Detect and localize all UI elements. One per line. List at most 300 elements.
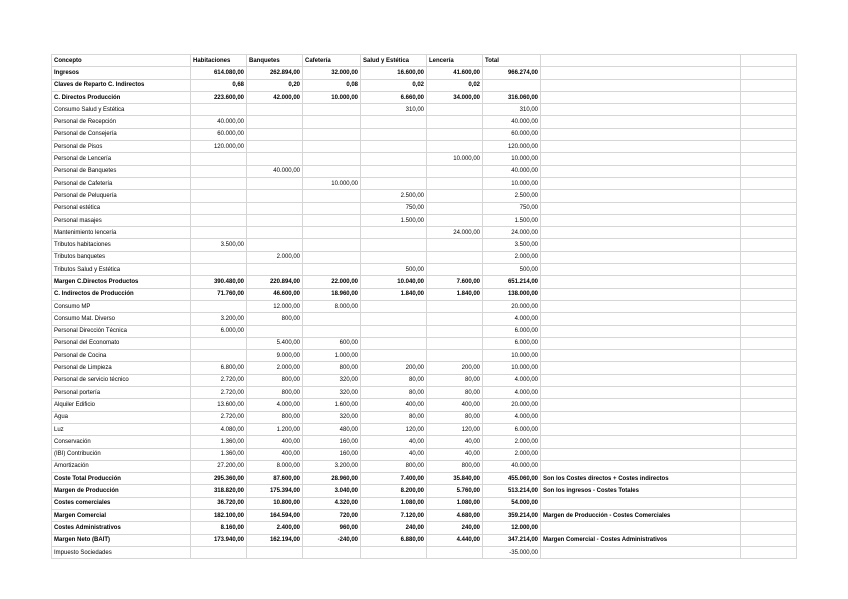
row-label-cell[interactable]: (IBI) Contribución	[52, 448, 191, 460]
value-cell[interactable]	[741, 79, 797, 91]
value-cell[interactable]	[191, 165, 247, 177]
value-cell[interactable]: 10.000,00	[427, 153, 483, 165]
value-cell[interactable]: 8.160,00	[191, 522, 247, 534]
value-cell[interactable]: 1.080,00	[361, 497, 427, 509]
value-cell[interactable]: 4.000,00	[483, 387, 541, 399]
row-label-cell[interactable]: Tributos banquetes	[52, 251, 191, 263]
value-cell[interactable]: 651.214,00	[483, 276, 541, 288]
value-cell[interactable]	[427, 165, 483, 177]
value-cell[interactable]: 182.100,00	[191, 509, 247, 521]
value-cell[interactable]: 6.660,00	[361, 91, 427, 103]
value-cell[interactable]: 6.000,00	[483, 325, 541, 337]
value-cell[interactable]	[247, 104, 303, 116]
row-label-cell[interactable]: Personal de Lencería	[52, 153, 191, 165]
value-cell[interactable]	[191, 337, 247, 349]
value-cell[interactable]: 7.400,00	[361, 473, 427, 485]
value-cell[interactable]	[741, 362, 797, 374]
value-cell[interactable]	[191, 214, 247, 226]
value-cell[interactable]: 800,00	[427, 460, 483, 472]
row-label-cell[interactable]: Ingresos	[52, 67, 191, 79]
value-cell[interactable]	[303, 141, 361, 153]
value-cell[interactable]: 1.600,00	[303, 399, 361, 411]
value-cell[interactable]: 8.000,00	[303, 300, 361, 312]
value-cell[interactable]: 120,00	[427, 423, 483, 435]
value-cell[interactable]	[741, 350, 797, 362]
value-cell[interactable]: 400,00	[247, 436, 303, 448]
value-cell[interactable]: 800,00	[361, 460, 427, 472]
value-cell[interactable]: 316.060,00	[483, 91, 541, 103]
value-cell[interactable]: 320,00	[303, 374, 361, 386]
value-cell[interactable]	[427, 251, 483, 263]
value-cell[interactable]: 614.080,00	[191, 67, 247, 79]
value-cell[interactable]: 54.000,00	[483, 497, 541, 509]
value-cell[interactable]: 1.840,00	[361, 288, 427, 300]
value-cell[interactable]: -35.000,00	[483, 546, 541, 558]
value-cell[interactable]: 12.000,00	[483, 522, 541, 534]
value-cell[interactable]	[191, 177, 247, 189]
note-cell[interactable]	[541, 288, 741, 300]
value-cell[interactable]: 10.000,00	[483, 177, 541, 189]
note-cell[interactable]	[541, 362, 741, 374]
empty-cell[interactable]	[741, 55, 797, 67]
row-label-cell[interactable]: C. Indirectos de Producción	[52, 288, 191, 300]
value-cell[interactable]: 240,00	[361, 522, 427, 534]
value-cell[interactable]	[427, 350, 483, 362]
note-cell[interactable]	[541, 436, 741, 448]
column-header[interactable]: Lencería	[427, 55, 483, 67]
note-cell[interactable]	[541, 423, 741, 435]
value-cell[interactable]: 1.200,00	[247, 423, 303, 435]
value-cell[interactable]	[741, 239, 797, 251]
value-cell[interactable]	[741, 522, 797, 534]
value-cell[interactable]	[741, 288, 797, 300]
value-cell[interactable]: 2.400,00	[247, 522, 303, 534]
value-cell[interactable]	[361, 325, 427, 337]
value-cell[interactable]	[741, 325, 797, 337]
value-cell[interactable]	[427, 264, 483, 276]
note-cell[interactable]	[541, 202, 741, 214]
row-label-cell[interactable]: Agua	[52, 411, 191, 423]
value-cell[interactable]: 4.080,00	[191, 423, 247, 435]
value-cell[interactable]	[741, 67, 797, 79]
value-cell[interactable]: 4.680,00	[427, 509, 483, 521]
value-cell[interactable]: 240,00	[427, 522, 483, 534]
value-cell[interactable]	[741, 337, 797, 349]
note-cell[interactable]	[541, 325, 741, 337]
note-cell[interactable]	[541, 153, 741, 165]
value-cell[interactable]: 223.600,00	[191, 91, 247, 103]
value-cell[interactable]: 200,00	[361, 362, 427, 374]
note-cell[interactable]	[541, 116, 741, 128]
note-cell[interactable]	[541, 546, 741, 558]
value-cell[interactable]: 10.000,00	[303, 177, 361, 189]
note-cell[interactable]: Margen Comercial - Costes Administrativos	[541, 534, 741, 546]
value-cell[interactable]: 41.600,00	[427, 67, 483, 79]
row-label-cell[interactable]: Mantenimiento lencería	[52, 227, 191, 239]
value-cell[interactable]: 10.000,00	[483, 350, 541, 362]
value-cell[interactable]: 160,00	[303, 436, 361, 448]
value-cell[interactable]	[361, 313, 427, 325]
value-cell[interactable]: 359.214,00	[483, 509, 541, 521]
value-cell[interactable]	[303, 227, 361, 239]
row-label-cell[interactable]: Personal de Cocina	[52, 350, 191, 362]
value-cell[interactable]	[247, 177, 303, 189]
value-cell[interactable]: 513.214,00	[483, 485, 541, 497]
value-cell[interactable]: 120.000,00	[191, 141, 247, 153]
note-cell[interactable]	[541, 448, 741, 460]
value-cell[interactable]: 2.000,00	[247, 362, 303, 374]
note-cell[interactable]	[541, 374, 741, 386]
value-cell[interactable]	[303, 313, 361, 325]
value-cell[interactable]	[303, 325, 361, 337]
row-label-cell[interactable]: Tributos habitaciones	[52, 239, 191, 251]
value-cell[interactable]	[741, 251, 797, 263]
value-cell[interactable]: 310,00	[483, 104, 541, 116]
value-cell[interactable]	[247, 214, 303, 226]
note-cell[interactable]	[541, 239, 741, 251]
value-cell[interactable]	[427, 313, 483, 325]
value-cell[interactable]: 0,02	[361, 79, 427, 91]
value-cell[interactable]: 20.000,00	[483, 399, 541, 411]
value-cell[interactable]	[741, 141, 797, 153]
value-cell[interactable]: 2.000,00	[483, 436, 541, 448]
value-cell[interactable]	[741, 128, 797, 140]
value-cell[interactable]: 160,00	[303, 448, 361, 460]
row-label-cell[interactable]: C. Directos Producción	[52, 91, 191, 103]
row-label-cell[interactable]: Personal masajes	[52, 214, 191, 226]
value-cell[interactable]: 5.760,00	[427, 485, 483, 497]
value-cell[interactable]	[303, 153, 361, 165]
value-cell[interactable]: 1.840,00	[427, 288, 483, 300]
row-label-cell[interactable]: Personal portería	[52, 387, 191, 399]
value-cell[interactable]	[741, 473, 797, 485]
value-cell[interactable]: 600,00	[303, 337, 361, 349]
value-cell[interactable]: 10.000,00	[483, 362, 541, 374]
value-cell[interactable]	[427, 202, 483, 214]
row-label-cell[interactable]: Consumo MP	[52, 300, 191, 312]
value-cell[interactable]: 3.500,00	[191, 239, 247, 251]
row-label-cell[interactable]: Impuesto Sociedades	[52, 546, 191, 558]
value-cell[interactable]	[741, 423, 797, 435]
value-cell[interactable]	[427, 239, 483, 251]
value-cell[interactable]: 4.320,00	[303, 497, 361, 509]
value-cell[interactable]	[303, 128, 361, 140]
value-cell[interactable]	[427, 190, 483, 202]
note-cell[interactable]	[541, 67, 741, 79]
value-cell[interactable]: 2.500,00	[483, 190, 541, 202]
value-cell[interactable]	[741, 411, 797, 423]
row-label-cell[interactable]: Margen de Producción	[52, 485, 191, 497]
value-cell[interactable]: 347.214,00	[483, 534, 541, 546]
value-cell[interactable]	[741, 202, 797, 214]
value-cell[interactable]	[361, 239, 427, 251]
value-cell[interactable]: 0,68	[191, 79, 247, 91]
value-cell[interactable]: 0,08	[303, 79, 361, 91]
value-cell[interactable]	[191, 202, 247, 214]
value-cell[interactable]: 320,00	[303, 387, 361, 399]
value-cell[interactable]: 3.200,00	[191, 313, 247, 325]
value-cell[interactable]: 966.274,00	[483, 67, 541, 79]
value-cell[interactable]: 1.360,00	[191, 448, 247, 460]
value-cell[interactable]: 6.000,00	[483, 423, 541, 435]
value-cell[interactable]	[741, 264, 797, 276]
note-cell[interactable]	[541, 190, 741, 202]
value-cell[interactable]	[303, 239, 361, 251]
value-cell[interactable]: 34.000,00	[427, 91, 483, 103]
value-cell[interactable]: 80,00	[427, 374, 483, 386]
note-cell[interactable]	[541, 91, 741, 103]
value-cell[interactable]: 87.600,00	[247, 473, 303, 485]
value-cell[interactable]: 4.000,00	[247, 399, 303, 411]
value-cell[interactable]	[303, 251, 361, 263]
value-cell[interactable]: 10.000,00	[483, 153, 541, 165]
value-cell[interactable]: 500,00	[361, 264, 427, 276]
value-cell[interactable]	[361, 546, 427, 558]
value-cell[interactable]	[741, 497, 797, 509]
value-cell[interactable]: 318.820,00	[191, 485, 247, 497]
value-cell[interactable]	[247, 116, 303, 128]
value-cell[interactable]	[741, 448, 797, 460]
value-cell[interactable]: 162.194,00	[247, 534, 303, 546]
value-cell[interactable]: 164.594,00	[247, 509, 303, 521]
note-cell[interactable]	[541, 460, 741, 472]
value-cell[interactable]: 120.000,00	[483, 141, 541, 153]
value-cell[interactable]	[247, 153, 303, 165]
note-cell[interactable]	[541, 300, 741, 312]
row-label-cell[interactable]: Margen Neto (BAIT)	[52, 534, 191, 546]
value-cell[interactable]: 3.500,00	[483, 239, 541, 251]
value-cell[interactable]	[361, 153, 427, 165]
value-cell[interactable]: 200,00	[427, 362, 483, 374]
value-cell[interactable]: 220.894,00	[247, 276, 303, 288]
value-cell[interactable]: 7.120,00	[361, 509, 427, 521]
row-label-cell[interactable]: Alquiler Edificio	[52, 399, 191, 411]
column-header[interactable]: Concepto	[52, 55, 191, 67]
value-cell[interactable]	[741, 399, 797, 411]
value-cell[interactable]	[361, 300, 427, 312]
column-header[interactable]: Salud y Estética	[361, 55, 427, 67]
value-cell[interactable]: 800,00	[303, 362, 361, 374]
value-cell[interactable]: 800,00	[247, 411, 303, 423]
value-cell[interactable]: 750,00	[483, 202, 541, 214]
value-cell[interactable]	[361, 177, 427, 189]
value-cell[interactable]: 175.394,00	[247, 485, 303, 497]
value-cell[interactable]: 7.600,00	[427, 276, 483, 288]
value-cell[interactable]: 20.000,00	[483, 300, 541, 312]
note-cell[interactable]	[541, 214, 741, 226]
value-cell[interactable]: 2.720,00	[191, 411, 247, 423]
value-cell[interactable]	[247, 141, 303, 153]
value-cell[interactable]: 2.720,00	[191, 387, 247, 399]
value-cell[interactable]: 8.000,00	[247, 460, 303, 472]
value-cell[interactable]: 40,00	[427, 436, 483, 448]
value-cell[interactable]	[427, 104, 483, 116]
value-cell[interactable]: 40.000,00	[483, 165, 541, 177]
value-cell[interactable]: 24.000,00	[427, 227, 483, 239]
value-cell[interactable]: 13.600,00	[191, 399, 247, 411]
note-cell[interactable]	[541, 128, 741, 140]
value-cell[interactable]: 40,00	[361, 448, 427, 460]
note-cell[interactable]	[541, 165, 741, 177]
value-cell[interactable]: 0,02	[427, 79, 483, 91]
value-cell[interactable]	[427, 214, 483, 226]
value-cell[interactable]	[361, 128, 427, 140]
value-cell[interactable]: 80,00	[361, 387, 427, 399]
value-cell[interactable]	[247, 239, 303, 251]
value-cell[interactable]	[303, 190, 361, 202]
value-cell[interactable]	[247, 128, 303, 140]
row-label-cell[interactable]: Personal de Pisos	[52, 141, 191, 153]
value-cell[interactable]	[427, 141, 483, 153]
row-label-cell[interactable]: Tributos Salud y Estética	[52, 264, 191, 276]
value-cell[interactable]: 720,00	[303, 509, 361, 521]
value-cell[interactable]: 800,00	[247, 387, 303, 399]
note-cell[interactable]	[541, 276, 741, 288]
value-cell[interactable]: 4.000,00	[483, 411, 541, 423]
value-cell[interactable]: 400,00	[361, 399, 427, 411]
note-cell[interactable]: Son los ingresos - Costes Totales	[541, 485, 741, 497]
value-cell[interactable]	[741, 91, 797, 103]
value-cell[interactable]: 173.940,00	[191, 534, 247, 546]
note-cell[interactable]	[541, 177, 741, 189]
value-cell[interactable]	[191, 104, 247, 116]
value-cell[interactable]: 455.060,00	[483, 473, 541, 485]
value-cell[interactable]	[303, 214, 361, 226]
value-cell[interactable]: 4.000,00	[483, 374, 541, 386]
value-cell[interactable]	[741, 300, 797, 312]
empty-cell[interactable]	[541, 55, 741, 67]
value-cell[interactable]: 1.360,00	[191, 436, 247, 448]
value-cell[interactable]: 2.000,00	[483, 448, 541, 460]
value-cell[interactable]: 0,20	[247, 79, 303, 91]
value-cell[interactable]	[247, 227, 303, 239]
column-header[interactable]: Cafetería	[303, 55, 361, 67]
row-label-cell[interactable]: Costes Administrativos	[52, 522, 191, 534]
value-cell[interactable]: 60.000,00	[483, 128, 541, 140]
value-cell[interactable]: 10.040,00	[361, 276, 427, 288]
value-cell[interactable]	[741, 460, 797, 472]
note-cell[interactable]	[541, 141, 741, 153]
value-cell[interactable]: 46.600,00	[247, 288, 303, 300]
note-cell[interactable]: Son los Costes directos + Costes indirectos	[541, 473, 741, 485]
value-cell[interactable]	[741, 190, 797, 202]
value-cell[interactable]	[741, 153, 797, 165]
value-cell[interactable]	[191, 350, 247, 362]
value-cell[interactable]	[741, 165, 797, 177]
value-cell[interactable]: 9.000,00	[247, 350, 303, 362]
row-label-cell[interactable]: Coste Total Producción	[52, 473, 191, 485]
note-cell[interactable]	[541, 399, 741, 411]
value-cell[interactable]: 40.000,00	[191, 116, 247, 128]
value-cell[interactable]	[427, 128, 483, 140]
value-cell[interactable]: 400,00	[247, 448, 303, 460]
value-cell[interactable]: 80,00	[361, 411, 427, 423]
note-cell[interactable]	[541, 350, 741, 362]
row-label-cell[interactable]: Amortización	[52, 460, 191, 472]
value-cell[interactable]: 3.040,00	[303, 485, 361, 497]
value-cell[interactable]	[741, 227, 797, 239]
value-cell[interactable]: 80,00	[427, 411, 483, 423]
value-cell[interactable]: 18.960,00	[303, 288, 361, 300]
row-label-cell[interactable]: Personal del Economato	[52, 337, 191, 349]
value-cell[interactable]	[191, 153, 247, 165]
value-cell[interactable]: 80,00	[427, 387, 483, 399]
value-cell[interactable]	[483, 79, 541, 91]
value-cell[interactable]	[247, 546, 303, 558]
value-cell[interactable]	[361, 141, 427, 153]
value-cell[interactable]: 12.000,00	[247, 300, 303, 312]
value-cell[interactable]: 320,00	[303, 411, 361, 423]
value-cell[interactable]	[303, 165, 361, 177]
value-cell[interactable]: 35.840,00	[427, 473, 483, 485]
value-cell[interactable]: 120,00	[361, 423, 427, 435]
note-cell[interactable]	[541, 411, 741, 423]
row-label-cell[interactable]: Personal de Consejería	[52, 128, 191, 140]
value-cell[interactable]	[741, 313, 797, 325]
value-cell[interactable]	[741, 485, 797, 497]
note-cell[interactable]: Margen de Producción - Costes Comerciales	[541, 509, 741, 521]
value-cell[interactable]	[741, 116, 797, 128]
value-cell[interactable]: 24.000,00	[483, 227, 541, 239]
value-cell[interactable]	[303, 104, 361, 116]
row-label-cell[interactable]: Luz	[52, 423, 191, 435]
value-cell[interactable]	[191, 264, 247, 276]
value-cell[interactable]	[361, 227, 427, 239]
value-cell[interactable]	[191, 300, 247, 312]
value-cell[interactable]	[741, 276, 797, 288]
value-cell[interactable]	[303, 202, 361, 214]
value-cell[interactable]	[741, 436, 797, 448]
value-cell[interactable]	[361, 350, 427, 362]
value-cell[interactable]: 40.000,00	[247, 165, 303, 177]
value-cell[interactable]: 71.760,00	[191, 288, 247, 300]
value-cell[interactable]: 1.080,00	[427, 497, 483, 509]
value-cell[interactable]: 500,00	[483, 264, 541, 276]
value-cell[interactable]: 4.000,00	[483, 313, 541, 325]
value-cell[interactable]: 138.000,00	[483, 288, 541, 300]
row-label-cell[interactable]: Personal de Cafetería	[52, 177, 191, 189]
value-cell[interactable]	[247, 190, 303, 202]
value-cell[interactable]	[361, 165, 427, 177]
value-cell[interactable]: 750,00	[361, 202, 427, 214]
value-cell[interactable]: 390.480,00	[191, 276, 247, 288]
value-cell[interactable]	[427, 546, 483, 558]
row-label-cell[interactable]: Personal de Recepción	[52, 116, 191, 128]
value-cell[interactable]	[303, 116, 361, 128]
value-cell[interactable]	[427, 177, 483, 189]
column-header[interactable]: Total	[483, 55, 541, 67]
value-cell[interactable]	[361, 337, 427, 349]
note-cell[interactable]	[541, 227, 741, 239]
value-cell[interactable]	[361, 116, 427, 128]
value-cell[interactable]: 5.400,00	[247, 337, 303, 349]
value-cell[interactable]	[247, 202, 303, 214]
value-cell[interactable]: 8.200,00	[361, 485, 427, 497]
row-label-cell[interactable]: Margen Comercial	[52, 509, 191, 521]
value-cell[interactable]: 6.000,00	[191, 325, 247, 337]
value-cell[interactable]: 6.800,00	[191, 362, 247, 374]
value-cell[interactable]	[361, 251, 427, 263]
row-label-cell[interactable]: Personal estética	[52, 202, 191, 214]
row-label-cell[interactable]: Claves de Reparto C. Indirectos	[52, 79, 191, 91]
value-cell[interactable]	[427, 116, 483, 128]
note-cell[interactable]	[541, 522, 741, 534]
row-label-cell[interactable]: Personal de servicio técnico	[52, 374, 191, 386]
value-cell[interactable]: 800,00	[247, 313, 303, 325]
value-cell[interactable]: 960,00	[303, 522, 361, 534]
value-cell[interactable]: 1.500,00	[361, 214, 427, 226]
value-cell[interactable]: 2.000,00	[247, 251, 303, 263]
